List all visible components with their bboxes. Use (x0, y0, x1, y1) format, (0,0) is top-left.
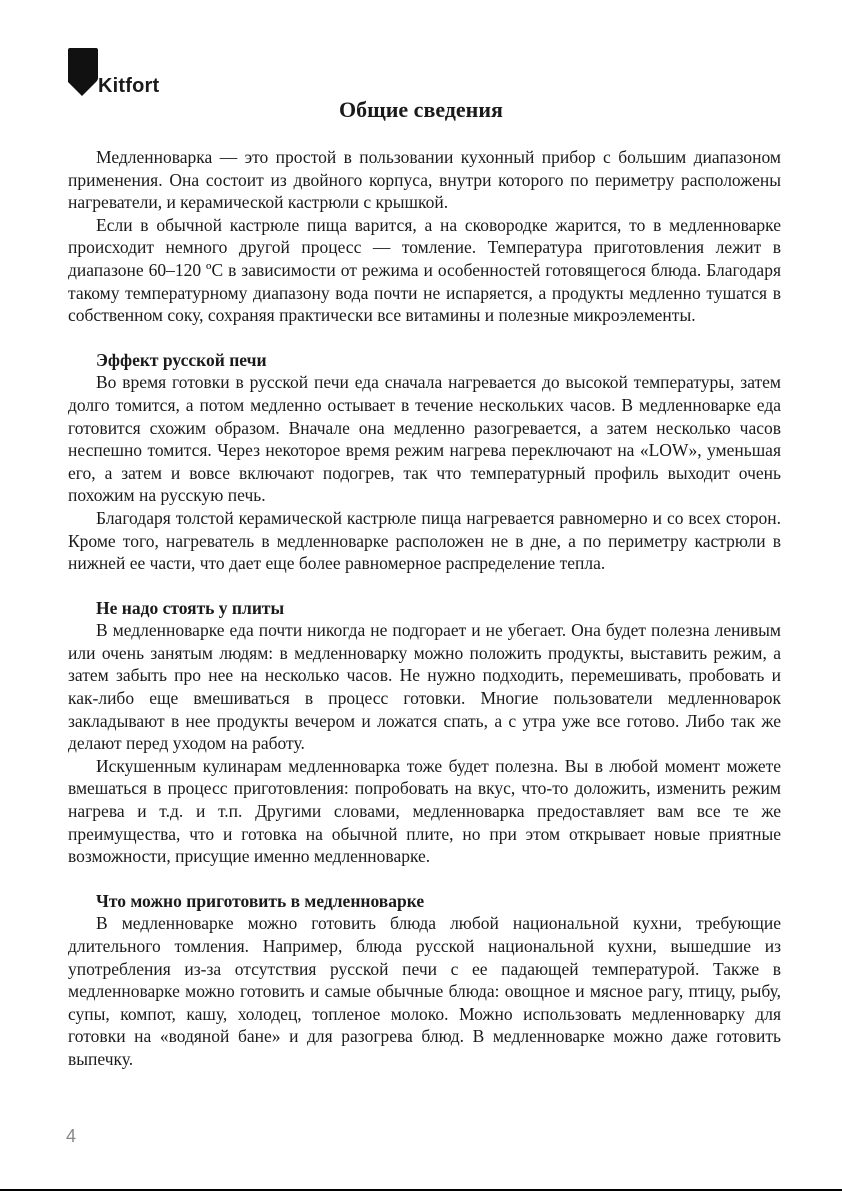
paragraph: В медленноварке еда почти никогда не подгорает и не убегает. Она будет полезна ленивым или очень занятым людям: в медленноварку можно положить продукты, выставить режим, а затем забыть про нее на несколько часов. Не нужно подходить, перемешивать, пробовать и как-либо еще вмешиваться в процесс готовки. Многие пользователи медленноварок закладывают в нее продукты вечером и ложатся спать, а с утра уже все готово. Либо так же делают перед уходом на работу. (68, 620, 781, 754)
brand-name: Kitfort (98, 75, 160, 97)
kitfort-logo-icon (68, 48, 98, 96)
intro-section (68, 146, 781, 327)
section-what-to-cook (68, 890, 781, 1071)
paragraph: Медленноварка — это простой в пользовании кухонный прибор с большим диапазоном применения. Она состоит из двойного корпуса, внутри которого по периметру расположены нагреватели, и керамической кастрюли с крышкой. (68, 147, 781, 213)
brand-logo (68, 48, 168, 96)
section-no-stove (68, 597, 781, 868)
paragraph: Если в обычной кастрюле пища варится, а на сковородке жарится, то в медленноварке происходит немного другой процесс — томление. Температура приготовления лежит в диапазоне 60–120 ºC в зависимости от режима и особенностей готовящегося блюда. Благодаря такому температурному диапазону вода почти не испаряется, а продукты медленно тушатся в собственном соку, сохраняя практически все витамины и полезные микроэлементы. (68, 214, 781, 326)
paragraph: Благодаря толстой керамической кастрюле пища нагревается равномерно и со всех сторон. Кроме того, нагреватель в медленноварке расположен не в дне, а по периметру кастрюли в нижней ее части, что дает еще более равномерное распределение тепла. (68, 507, 781, 574)
page-title: Общие сведения (339, 97, 503, 122)
section-heading: Что можно приготовить в медленноварке (96, 890, 425, 911)
section-russian-oven (68, 349, 781, 575)
paragraph: Во время готовки в русской печи еда сначала нагревается до высокой температуры, затем долго томится, а потом медленно остывает в течение нескольких часов. В медленноварке еда готовится схожим образом. Вначале она медленно разогревается, а затем несколько часов неспешно томится. Через некоторое время режим нагрева переключают на «LOW», уменьшая его, а затем и вовсе включают подогрев, так что температурный профиль выходит очень похожим на русскую печь. (68, 372, 781, 506)
paragraph: Искушенным кулинарам медленноварка тоже будет полезна. Вы в любой момент можете вмешаться в процесс приготовления: попробовать на вкус, что-то доложить, изменить режим нагрева и т.д. и т.п. Другими словами, медленноварка предоставляет вам все те же преимущества, что и готовка на обычной плите, но при этом открывает новые приятные возможности, присущие именно медленноварке. (68, 755, 781, 867)
section-heading: Эффект русской печи (96, 349, 267, 370)
paragraph: В медленноварке можно готовить блюда любой национальной кухни, требующие длительного томления. Например, блюда русской национальной кухни, вышедшие из употребления из-за отсутствия русской печи с ее падающей температурой. Также в медленноварке можно готовить и самые обычные блюда: овощное и мясное рагу, птицу, рыбу, супы, компот, кашу, холодец, топленое молоко. Можно использовать медленноварку для готовки на «водяной бане» и для разогрева блюд. В медленноварке можно даже готовить выпечку. (68, 913, 781, 1069)
page-number: 4 (66, 1126, 77, 1146)
section-heading: Не надо стоять у плиты (96, 597, 285, 618)
document-body (68, 146, 781, 1071)
